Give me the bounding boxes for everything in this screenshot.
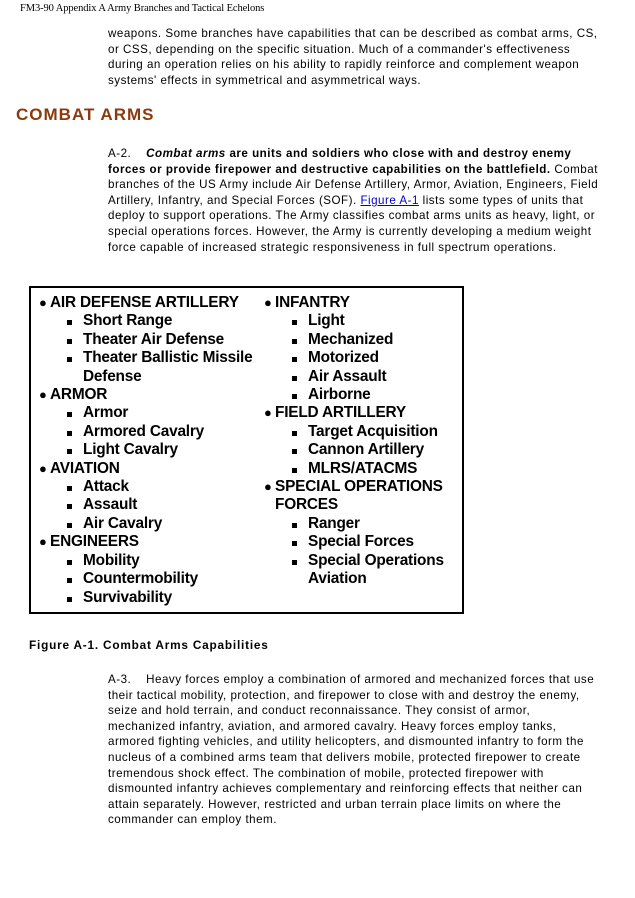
list-item (264, 552, 464, 589)
bullet-icon: ● (264, 405, 272, 421)
list-item (39, 589, 267, 607)
bullet-icon: ● (39, 460, 47, 476)
square-bullet-icon (61, 404, 83, 422)
square-bullet-icon (61, 423, 83, 441)
branch-category (264, 294, 464, 312)
square-bullet-icon (61, 552, 83, 570)
list-item (264, 460, 464, 478)
unit-type: Armor (83, 404, 129, 422)
branch-category (264, 478, 464, 515)
paragraph-a2 (108, 146, 600, 255)
unit-type: Assault (83, 496, 138, 514)
square-bullet-icon (61, 496, 83, 514)
category-name: FIELD ARTILLERY (275, 404, 406, 422)
list-item (264, 386, 464, 404)
unit-type: Countermobility (83, 570, 198, 588)
category-name: INFANTRY (275, 294, 350, 311)
square-bullet-icon (286, 312, 308, 330)
term-combat-arms: Combat arms (146, 147, 226, 160)
body-text: Combat branches of the US Army include Air Defense Artillery, Armor, Aviation, Engineers, Field Artillery, Infantry, and Special Forces (SOF). (108, 162, 599, 207)
intro-paragraph: weapons. Some branches have capabilities that can be described as combat arms, CS, or CSS, depending on the specific situation. Much of a commander's effectiveness during an operation relies on his ability to rapidly reinforce and complement weapon systems' effects in symmetrical and asymmetrical ways. (108, 27, 598, 87)
figure-right-column (264, 294, 464, 589)
square-bullet-icon (61, 441, 83, 459)
unit-type: Special Forces (308, 533, 414, 551)
unit-type: Attack (83, 478, 129, 496)
square-bullet-icon (61, 312, 83, 330)
square-bullet-icon (286, 441, 308, 459)
square-bullet-icon (286, 386, 308, 404)
bullet-icon: ● (39, 534, 47, 550)
unit-type: Target Acquisition (308, 422, 438, 440)
definition-text: are units and soldiers who close with and destroy enemy forces or provide firepower and destructive capabilities on the battlefield. (108, 147, 572, 176)
unit-type: Light Cavalry (83, 441, 178, 459)
square-bullet-icon (286, 368, 308, 386)
figure-a1-link[interactable]: Figure A-1 (360, 193, 419, 207)
square-bullet-icon (61, 570, 83, 588)
figure-caption: Figure A-1. Combat Arms Capabilities (29, 638, 269, 652)
list-item (39, 496, 267, 514)
category-name: ENGINEERS (50, 533, 139, 551)
branch-category (39, 460, 267, 478)
bullet-icon: ● (264, 295, 272, 310)
square-bullet-icon (61, 515, 83, 533)
square-bullet-icon (286, 331, 308, 349)
unit-type: Cannon Artillery (308, 441, 424, 459)
unit-type: Ranger (308, 514, 360, 532)
unit-type: Mobility (83, 551, 140, 569)
square-bullet-icon (286, 349, 308, 367)
unit-type: MLRS/ATACMS (308, 459, 418, 477)
list-item (264, 349, 464, 367)
branch-category (39, 294, 267, 312)
paragraph-number: A-3. (108, 673, 132, 686)
unit-type: Light (308, 312, 345, 330)
category-name: AVIATION (50, 459, 120, 477)
list-item (39, 312, 267, 330)
square-bullet-icon (61, 349, 83, 367)
combat-arms-figure (29, 286, 464, 614)
list-item (264, 312, 464, 330)
unit-type: Special Operations Aviation (308, 551, 444, 588)
list-item (39, 478, 267, 496)
figure-left-column (39, 294, 267, 607)
square-bullet-icon (61, 589, 83, 607)
list-item (39, 423, 267, 441)
square-bullet-icon (286, 533, 308, 551)
paragraph-number: A-2. (108, 147, 132, 160)
category-name: AIR DEFENSE ARTILLERY (50, 294, 239, 311)
unit-type: Armored Cavalry (83, 422, 205, 440)
branch-category (39, 386, 267, 404)
unit-type: Short Range (83, 312, 173, 330)
square-bullet-icon (286, 515, 308, 533)
list-item (39, 515, 267, 533)
square-bullet-icon (61, 478, 83, 496)
list-item (39, 441, 267, 459)
unit-type: Air Cavalry (83, 514, 163, 532)
square-bullet-icon (286, 552, 308, 570)
list-item (39, 570, 267, 588)
unit-type: Theater Air Defense (83, 330, 225, 348)
branch-category (264, 404, 464, 422)
square-bullet-icon (286, 460, 308, 478)
section-title: COMBAT ARMS (16, 105, 155, 124)
bullet-icon: ● (39, 295, 47, 310)
category-name: SPECIAL OPERATIONS FORCES (275, 478, 443, 514)
list-item (264, 368, 464, 386)
branch-category (39, 533, 267, 551)
list-item (264, 331, 464, 349)
bullet-icon: ● (264, 479, 272, 495)
unit-type: Air Assault (308, 367, 387, 385)
paragraph-a3 (108, 672, 600, 828)
category-name: ARMOR (50, 386, 108, 404)
list-item (39, 349, 267, 386)
body-text: Heavy forces employ a combination of armored and mechanized forces that use their tactical mobility, protection, and firepower to close with and destroy the enemy, seize and hold terrain, and conduct reconnaissance. They consist of armor, mechanized infantry, aviation, and armored cavalry. Heavy forces employ tanks, armored fighting vehicles, and utility helicopters, and dismounted infantry to form the nucleus of a combined arms team that delivers mobile, protected firepower to create tremendous shock effect. The combination of mobile, protected firepower with dismounted infantry achieves complementary and reinforcing effects that neither can attain separately. However, restricted and urban terrain place limits on where the commander can employ them. (108, 673, 595, 827)
square-bullet-icon (286, 423, 308, 441)
body-text-cont: lists some types of units that deploy to support operations. The Army classifies combat arms units as heavy, light, or special operations forces. However, the Army is currently developing a medium weight force capable of increased strategic responsiveness in full spectrum operations. (108, 193, 596, 254)
unit-type: Theater Ballistic Missile Defense (83, 349, 253, 385)
unit-type: Mechanized (308, 330, 394, 348)
list-item (264, 423, 464, 441)
list-item (264, 533, 464, 551)
unit-type: Motorized (308, 349, 379, 367)
list-item (39, 404, 267, 422)
unit-type: Airborne (308, 386, 371, 404)
list-item (264, 441, 464, 459)
list-item (264, 515, 464, 533)
list-item (39, 552, 267, 570)
square-bullet-icon (61, 331, 83, 349)
unit-type: Survivability (83, 588, 172, 606)
running-header: FM3-90 Appendix A Army Branches and Tactical Echelons (20, 3, 265, 14)
list-item (39, 331, 267, 349)
bullet-icon: ● (39, 387, 47, 403)
